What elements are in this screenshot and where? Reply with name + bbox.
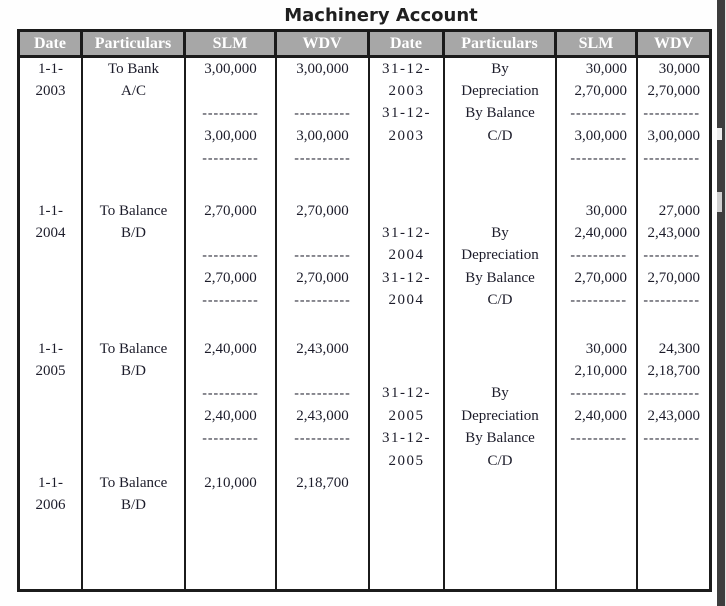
ledger-cell — [83, 405, 186, 427]
ledger-row — [20, 245, 709, 267]
ledger-cell — [20, 427, 83, 449]
ledger-row — [20, 80, 709, 102]
ledger-cell — [370, 338, 445, 360]
ledger-cell: ---------- — [186, 383, 277, 405]
ledger-cell — [83, 290, 186, 312]
ledger-cell: 2,70,000 — [277, 267, 370, 289]
ledger-cell: 30,000 — [557, 200, 638, 222]
ledger-cell: 2,70,000 — [277, 200, 370, 222]
ledger-cell — [83, 245, 186, 267]
ledger-cell: 3,00,000 — [186, 58, 277, 80]
ledger-cell: ---------- — [557, 383, 638, 405]
ledger-cell: 31-12- — [370, 58, 445, 80]
ledger-cell: 3,00,000 — [186, 125, 277, 147]
ledger-row — [20, 450, 709, 472]
ledger-cell — [445, 170, 557, 200]
ledger-cell: By — [445, 383, 557, 405]
ledger-cell: ---------- — [557, 148, 638, 170]
ledger-cell: ---------- — [277, 427, 370, 449]
ledger-cell: 2,40,000 — [557, 405, 638, 427]
ledger-cell: To Bank — [83, 58, 186, 80]
ledger-cell — [83, 427, 186, 449]
ledger-cell — [277, 517, 370, 589]
ledger-cell: 2,43,000 — [277, 338, 370, 360]
ledger-filler — [20, 517, 709, 589]
edge-notch — [717, 192, 722, 212]
ledger-cell — [20, 125, 83, 147]
ledger-cell — [186, 360, 277, 382]
ledger-cell: 24,300 — [658, 340, 700, 357]
ledger-cell: 2,10,000 — [557, 360, 638, 382]
ledger-cell: 2005 — [20, 360, 83, 382]
ledger-cell: 3,00,000 — [277, 58, 370, 80]
ledger-cell: B/D — [83, 495, 186, 517]
ledger-cell — [638, 312, 709, 338]
ledger-cell — [370, 517, 445, 589]
ledger-cell: 2,70,000 — [557, 267, 638, 289]
ledger-row — [20, 427, 709, 449]
column-header: Date — [370, 32, 445, 55]
ledger-cell: ---------- — [277, 290, 370, 312]
ledger-cell: 31-12- — [370, 427, 445, 449]
ledger-cell — [370, 472, 445, 494]
ledger-cell — [370, 312, 445, 338]
ledger-cell — [638, 450, 709, 472]
ledger-cell: 30,000 — [658, 60, 700, 77]
ledger-cell — [186, 222, 277, 244]
ledger-cell: Depreciation — [445, 245, 557, 267]
ledger-row — [20, 58, 709, 80]
ledger-cell: ---------- — [557, 290, 638, 312]
ledger-cell — [445, 517, 557, 589]
ledger-row — [20, 222, 709, 244]
ledger-cell: By Balance — [445, 103, 557, 125]
ledger-cell: ---------- — [643, 292, 700, 308]
ledger-cell: 31-12- — [370, 383, 445, 405]
ledger-cell — [277, 450, 370, 472]
ledger-cell: 2,70,000 — [557, 80, 638, 102]
ledger-cell — [20, 517, 83, 589]
ledger-cell: 2004 — [370, 245, 445, 267]
column-header: Date — [20, 32, 83, 55]
ledger-cell — [445, 360, 557, 382]
ledger-cell: ---------- — [277, 148, 370, 170]
ledger-cell: To Balance — [83, 472, 186, 494]
ledger-cell: 27,000 — [658, 202, 700, 219]
ledger-cell: 31-12- — [370, 103, 445, 125]
ledger-cell: 30,000 — [557, 58, 638, 80]
ledger-cell: 2,40,000 — [186, 405, 277, 427]
ledger-cell — [557, 472, 638, 494]
ledger-cell — [186, 517, 277, 589]
ledger-cell: ---------- — [557, 427, 638, 449]
ledger-cell: ---------- — [643, 105, 700, 121]
ledger-cell: 2003 — [370, 125, 445, 147]
ledger-cell — [83, 312, 186, 338]
ledger-cell — [557, 495, 638, 517]
ledger-cell — [186, 80, 277, 102]
ledger-cell — [277, 312, 370, 338]
ledger-cell — [186, 312, 277, 338]
ledger-cell — [20, 148, 83, 170]
ledger-cell: 1-1- — [20, 472, 83, 494]
ledger-cell — [186, 450, 277, 472]
ledger-row — [20, 360, 709, 382]
ledger-cell: ---------- — [186, 427, 277, 449]
column-header: SLM — [186, 32, 277, 55]
ledger-cell — [638, 170, 709, 200]
ledger-cell: 2004 — [370, 290, 445, 312]
ledger-row — [20, 405, 709, 427]
column-header: WDV — [277, 32, 370, 55]
ledger-cell — [557, 312, 638, 338]
ledger-cell — [186, 495, 277, 517]
ledger-cell — [20, 383, 83, 405]
ledger-cell — [557, 450, 638, 472]
ledger-cell: C/D — [445, 290, 557, 312]
ledger-cell: 2,40,000 — [186, 338, 277, 360]
ledger-cell: Depreciation — [445, 405, 557, 427]
ledger-cell — [557, 517, 638, 589]
ledger-cell — [638, 495, 709, 517]
ledger-cell: 2005 — [370, 450, 445, 472]
ledger-cell — [370, 360, 445, 382]
ledger-cell — [277, 495, 370, 517]
ledger-cell: ---------- — [186, 290, 277, 312]
ledger-cell — [20, 170, 83, 200]
ledger-cell: B/D — [83, 222, 186, 244]
ledger-cell — [370, 148, 445, 170]
ledger-cell — [557, 170, 638, 200]
ledger-cell — [20, 267, 83, 289]
ledger-cell — [20, 312, 83, 338]
ledger-cell: ---------- — [186, 103, 277, 125]
ledger-cell: ---------- — [643, 247, 700, 263]
column-header: WDV — [638, 32, 709, 55]
ledger-cell — [186, 170, 277, 200]
ledger-cell — [20, 245, 83, 267]
ledger-cell: 3,00,000 — [557, 125, 638, 147]
ledger-cell: ---------- — [277, 103, 370, 125]
ledger-row — [20, 125, 709, 147]
column-header: Particulars — [445, 32, 557, 55]
ledger-header-row — [20, 32, 709, 58]
ledger-cell: By — [445, 58, 557, 80]
ledger-cell — [445, 312, 557, 338]
ledger-cell — [83, 517, 186, 589]
ledger-row — [20, 148, 709, 170]
ledger-cell — [83, 383, 186, 405]
ledger-row — [20, 290, 709, 312]
ledger-cell — [20, 405, 83, 427]
column-header: SLM — [557, 32, 638, 55]
ledger-row — [20, 103, 709, 125]
ledger-cell: To Balance — [83, 338, 186, 360]
ledger-cell: 2,43,000 — [647, 225, 700, 242]
ledger-cell: 2005 — [370, 405, 445, 427]
ledger-cell — [370, 495, 445, 517]
ledger-cell — [277, 360, 370, 382]
ledger-cell: ---------- — [557, 103, 638, 125]
ledger-row — [20, 267, 709, 289]
ledger-cell — [83, 103, 186, 125]
ledger-cell: 2,70,000 — [647, 269, 700, 286]
ledger-cell: ---------- — [186, 148, 277, 170]
ledger-cell — [277, 170, 370, 200]
ledger-cell: ---------- — [643, 385, 700, 401]
ledger-cell — [277, 222, 370, 244]
ledger-cell: 2,70,000 — [186, 200, 277, 222]
ledger-row — [20, 383, 709, 405]
edge-notch — [717, 128, 722, 140]
ledger-cell — [370, 200, 445, 222]
ledger-cell: 3,00,000 — [277, 125, 370, 147]
ledger-cell: A/C — [83, 80, 186, 102]
ledger-cell — [83, 170, 186, 200]
ledger-cell — [83, 125, 186, 147]
column-header: Particulars — [83, 32, 186, 55]
ledger-cell: C/D — [445, 450, 557, 472]
ledger-cell: ---------- — [557, 245, 638, 267]
ledger-cell: 1-1- — [20, 200, 83, 222]
ledger-cell: 1-1- — [20, 338, 83, 360]
ledger-cell: ---------- — [643, 430, 700, 446]
ledger-row — [20, 472, 709, 494]
ledger-spacer — [20, 312, 709, 338]
ledger-cell: 2,18,700 — [647, 362, 700, 379]
page-title: Machinery Account — [284, 5, 478, 26]
ledger-cell: By Balance — [445, 427, 557, 449]
ledger-cell: ---------- — [186, 245, 277, 267]
ledger-cell: ---------- — [277, 383, 370, 405]
ledger-cell — [20, 290, 83, 312]
ledger-cell: By — [445, 222, 557, 244]
ledger-cell — [445, 200, 557, 222]
ledger-cell — [370, 170, 445, 200]
ledger-spacer — [20, 170, 709, 200]
ledger-cell: 2,40,000 — [557, 222, 638, 244]
ledger-cell: ---------- — [643, 150, 700, 166]
ledger-row — [20, 200, 709, 222]
ledger-cell: 2006 — [20, 495, 83, 517]
ledger-cell: 1-1- — [20, 58, 83, 80]
ledger-cell: 2,70,000 — [647, 83, 700, 100]
ledger-cell: ---------- — [277, 245, 370, 267]
ledger-cell: 2004 — [20, 222, 83, 244]
ledger-row — [20, 338, 709, 360]
ledger-cell: 31-12- — [370, 267, 445, 289]
ledger-cell — [83, 450, 186, 472]
ledger-cell: By Balance — [445, 267, 557, 289]
ledger-cell — [277, 80, 370, 102]
ledger-cell — [83, 267, 186, 289]
ledger-cell: 2,43,000 — [277, 405, 370, 427]
ledger-cell — [445, 148, 557, 170]
ledger-cell: 2,70,000 — [186, 267, 277, 289]
ledger-cell: To Balance — [83, 200, 186, 222]
machinery-account-table — [17, 29, 712, 592]
ledger-cell — [445, 338, 557, 360]
ledger-cell: 2,10,000 — [186, 472, 277, 494]
ledger-cell — [20, 450, 83, 472]
ledger-cell: Depreciation — [445, 80, 557, 102]
ledger-cell: 2003 — [370, 80, 445, 102]
ledger-cell — [638, 517, 709, 589]
ledger-cell — [638, 472, 709, 494]
ledger-cell: 3,00,000 — [647, 127, 700, 144]
ledger-cell — [83, 148, 186, 170]
page-edge-strip — [716, 0, 726, 606]
ledger-cell — [445, 495, 557, 517]
ledger-cell: 2,43,000 — [647, 407, 700, 424]
ledger-row — [20, 495, 709, 517]
ledger-cell: B/D — [83, 360, 186, 382]
ledger-cell: C/D — [445, 125, 557, 147]
ledger-cell — [20, 103, 83, 125]
ledger-cell: 2,18,700 — [277, 472, 370, 494]
ledger-cell: 30,000 — [557, 338, 638, 360]
ledger-cell — [445, 472, 557, 494]
ledger-cell: 31-12- — [370, 222, 445, 244]
ledger-cell: 2003 — [20, 80, 83, 102]
